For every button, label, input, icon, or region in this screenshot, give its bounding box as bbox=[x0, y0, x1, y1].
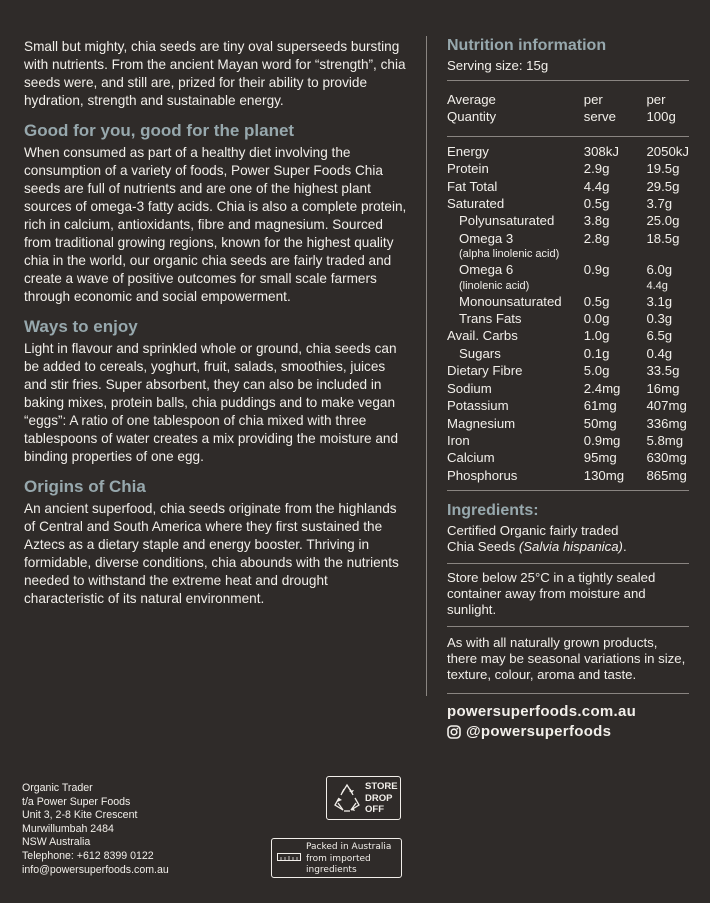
store-text-line: OFF bbox=[365, 804, 384, 815]
per-serve-value: 2.4mg bbox=[583, 380, 621, 396]
header-quantity-label: Average Quantity bbox=[447, 92, 497, 125]
product-description bbox=[24, 38, 409, 608]
nutrition-row bbox=[447, 195, 689, 212]
per-serve-value: 1.0g bbox=[583, 328, 610, 344]
per-100g-value: 865mg bbox=[646, 467, 687, 483]
ingredients-line-2 bbox=[447, 539, 689, 555]
section-body-enjoy: Light in flavour and sprinkled whole or ground, chia seeds can be added to cereals, yoghurt, fruit, salads, smoothies, juices and stir fries. Super absorbent, they can also be included in baking mixes, protein balls, chia puddings and to make vegan “eggs”: A ratio of one tablespoon of chia mixed with three tablespoons of water creates a mix providing the moisture and binding properties of one egg. bbox=[24, 341, 399, 464]
ingredients-prefix: Chia Seeds bbox=[447, 539, 519, 555]
address-line: NSW Australia bbox=[22, 836, 91, 849]
divider bbox=[447, 563, 689, 564]
per-100g-value: 6.0g bbox=[646, 262, 673, 278]
per-serve-value: 0.1g bbox=[583, 345, 610, 361]
nutrition-panel bbox=[447, 36, 689, 742]
per-100g-value: 0.4g bbox=[646, 345, 673, 361]
store-drop-off-text bbox=[365, 781, 398, 816]
nutrient-name: (alpha linolenic acid) bbox=[459, 248, 560, 261]
store-drop-off-label bbox=[326, 776, 401, 820]
column-divider bbox=[426, 36, 427, 696]
ingredients-latin-name: (Salvia hispanica) bbox=[518, 539, 623, 555]
nutrition-row bbox=[447, 449, 689, 466]
per-serve-value: 2.9g bbox=[583, 161, 610, 177]
section-heading-enjoy: Ways to enjoy bbox=[24, 317, 138, 336]
nutrient-name: Calcium bbox=[447, 450, 495, 466]
nutrient-name: Phosphorus bbox=[447, 467, 518, 483]
divider bbox=[447, 490, 689, 491]
ingredients-title: Ingredients: bbox=[447, 502, 539, 520]
address-line: Murwillumbah 2484 bbox=[22, 822, 114, 835]
nutrition-title: Nutrition information bbox=[447, 37, 607, 54]
nutrition-row bbox=[447, 178, 689, 195]
nutrition-row bbox=[447, 230, 689, 247]
per-serve-value: 308kJ bbox=[584, 136, 647, 160]
nutrient-name: Magnesium bbox=[447, 415, 516, 431]
intro-text: Small but mighty, chia seeds are tiny oval superseeds bursting with nutrients. From the ancient Mayan word for “strength”, chia seeds were, and still are, prized for their ability to provide hydration, strength and sustainable energy. bbox=[24, 39, 406, 108]
per-100g-value: 0.3g bbox=[646, 311, 673, 327]
nutrition-row bbox=[447, 397, 689, 414]
per-serve-value: 3.8g bbox=[583, 213, 610, 229]
instagram-handle[interactable] bbox=[447, 722, 689, 742]
packed-text-line: Packed in Australia bbox=[306, 842, 392, 852]
per-serve-value: 130mg bbox=[583, 467, 625, 483]
store-text-line: DROP bbox=[365, 792, 393, 804]
nutrient-name: Omega 6 bbox=[459, 262, 514, 278]
nutrition-row bbox=[447, 136, 689, 160]
website-link[interactable]: powersuperfoods.com.au bbox=[447, 703, 637, 721]
per-100g-value: 407mg bbox=[646, 398, 687, 414]
per-100g-value: 4.4g bbox=[646, 279, 668, 292]
nutrition-row bbox=[447, 432, 689, 449]
per-100g-value: 3.1g bbox=[646, 293, 673, 309]
per-serve-value: 4.4g bbox=[583, 178, 610, 194]
nutrition-row bbox=[447, 380, 689, 397]
ingredients-suffix: . bbox=[622, 539, 627, 555]
per-100g-value: 33.5g bbox=[646, 363, 680, 379]
nutrient-name: Energy bbox=[447, 136, 584, 160]
serving-size: Serving size: 15g bbox=[447, 58, 549, 73]
ingredients-line-1: Certified Organic fairly traded bbox=[447, 523, 619, 539]
nutrient-name: Protein bbox=[447, 161, 489, 177]
nutrition-row bbox=[447, 261, 689, 278]
store-text-line: STORE bbox=[365, 781, 398, 792]
section-heading-planet: Good for you, good for the planet bbox=[24, 121, 295, 140]
nutrition-row bbox=[447, 415, 689, 432]
per-serve-value: 95mg bbox=[583, 450, 617, 466]
instagram-icon bbox=[447, 725, 461, 739]
nutrient-name: Sodium bbox=[447, 380, 492, 396]
per-serve-value: 2.8g bbox=[583, 230, 610, 246]
nutrition-row bbox=[447, 293, 689, 310]
nutrient-name: Sugars bbox=[459, 345, 501, 361]
per-serve-value bbox=[584, 247, 647, 261]
nutrient-name: Potassium bbox=[447, 398, 509, 414]
address-email[interactable]: info@powersuperfoods.com.au bbox=[22, 863, 169, 876]
per-100g-value: 19.5g bbox=[646, 161, 680, 177]
per-serve-value: 0.9g bbox=[583, 262, 610, 278]
nutrition-row bbox=[447, 160, 689, 177]
divider bbox=[447, 693, 689, 694]
per-100g-value: 25.0g bbox=[646, 213, 680, 229]
instagram-handle-text: @powersuperfoods bbox=[466, 723, 612, 741]
per-serve-value: 61mg bbox=[583, 398, 617, 414]
per-serve-value: 0.9mg bbox=[583, 432, 621, 448]
per-100g-value: 6.5g bbox=[646, 328, 673, 344]
per-serve-value: 0.0g bbox=[583, 311, 610, 327]
per-100g-value: 5.8mg bbox=[646, 432, 684, 448]
packed-text-line: from imported bbox=[306, 853, 371, 864]
header-per-serve bbox=[584, 81, 647, 136]
per-serve-value: 0.5g bbox=[583, 293, 610, 309]
nutrition-table bbox=[447, 81, 689, 484]
section-heading-origins: Origins of Chia bbox=[24, 477, 146, 496]
nutrition-row bbox=[447, 247, 689, 261]
nutrient-name: Trans Fats bbox=[459, 311, 522, 327]
nutrition-row bbox=[447, 327, 689, 344]
company-address bbox=[22, 782, 169, 877]
per-serve-value bbox=[584, 279, 647, 293]
per-100g-value: 29.5g bbox=[646, 178, 680, 194]
per-100g-value: 3.7g bbox=[646, 196, 673, 212]
recycle-icon bbox=[331, 781, 363, 815]
nutrient-name: Iron bbox=[447, 432, 470, 448]
per-100g-value: 18.5g bbox=[646, 230, 680, 246]
ruler-icon bbox=[277, 853, 301, 861]
packed-in-australia-label bbox=[271, 838, 402, 878]
nutrition-row bbox=[447, 279, 689, 293]
nutrient-name: Avail. Carbs bbox=[447, 328, 518, 344]
header-per-100g bbox=[646, 81, 689, 136]
divider bbox=[447, 626, 689, 627]
packed-text-line: ingredients bbox=[306, 865, 357, 875]
per-100g-value bbox=[646, 247, 689, 261]
nutrient-name: Fat Total bbox=[447, 178, 498, 194]
header-quantity bbox=[447, 81, 584, 136]
header-per-100g-label: per 100g bbox=[646, 92, 676, 125]
packed-text bbox=[306, 842, 391, 877]
address-telephone: Telephone: +612 8399 0122 bbox=[22, 849, 154, 862]
nutrient-name: Polyunsaturated bbox=[459, 213, 555, 229]
per-serve-value: 5.0g bbox=[583, 363, 610, 379]
nutrition-row bbox=[447, 212, 689, 229]
header-per-serve-label: per serve bbox=[583, 92, 616, 125]
nutrient-name: (linolenic acid) bbox=[459, 279, 530, 292]
address-line: t/a Power Super Foods bbox=[22, 795, 131, 808]
nutrient-name: Monounsaturated bbox=[459, 293, 562, 309]
nutrition-row bbox=[447, 467, 689, 484]
address-line: Unit 3, 2-8 Kite Crescent bbox=[22, 809, 138, 822]
nutrition-row bbox=[447, 310, 689, 327]
variation-notice: As with all naturally grown products, there may be seasonal variations in size, texture, colour, aroma and taste. bbox=[447, 635, 686, 683]
nutrient-name: Dietary Fibre bbox=[447, 363, 523, 379]
per-100g-value: 630mg bbox=[646, 450, 687, 466]
per-serve-value: 0.5g bbox=[583, 196, 610, 212]
nutrient-name: Saturated bbox=[447, 196, 505, 212]
nutrition-row bbox=[447, 362, 689, 379]
table-header-row bbox=[447, 81, 689, 136]
per-100g-value: 2050kJ bbox=[646, 136, 689, 160]
section-body-planet: When consumed as part of a healthy diet involving the consumption of a variety of foods, Power Super Foods Chia seeds are full of nutrients and are one of the highest plant sources of omega-3 fatty acids. Chia is also a complete protein, rich in calcium, antioxidants, fibre and magnesium. Sourced from traditional growing regions, known for the highest quality chia in the world, our organic chia seeds are fairly traded and create a wave of positive outcomes for small scale farmers through economic and social empowerment. bbox=[24, 145, 407, 304]
address-line: Organic Trader bbox=[22, 782, 93, 794]
nutrient-name: Omega 3 bbox=[459, 230, 514, 246]
section-body-origins: An ancient superfood, chia seeds originate from the highlands of Central and South America where they first sustained the Aztecs as a dietary staple and energy booster. Thriving in formidable, diverse conditions, chia abounds with the nutrients needed to withstand the extreme heat and drought characteristic of its natural environment. bbox=[24, 501, 399, 606]
per-100g-value: 16mg bbox=[646, 380, 680, 396]
storage-instructions: Store below 25°C in a tightly sealed container away from moisture and sunlight. bbox=[447, 570, 656, 618]
per-serve-value: 50mg bbox=[583, 415, 617, 431]
nutrition-row bbox=[447, 345, 689, 362]
per-100g-value: 336mg bbox=[646, 415, 687, 431]
